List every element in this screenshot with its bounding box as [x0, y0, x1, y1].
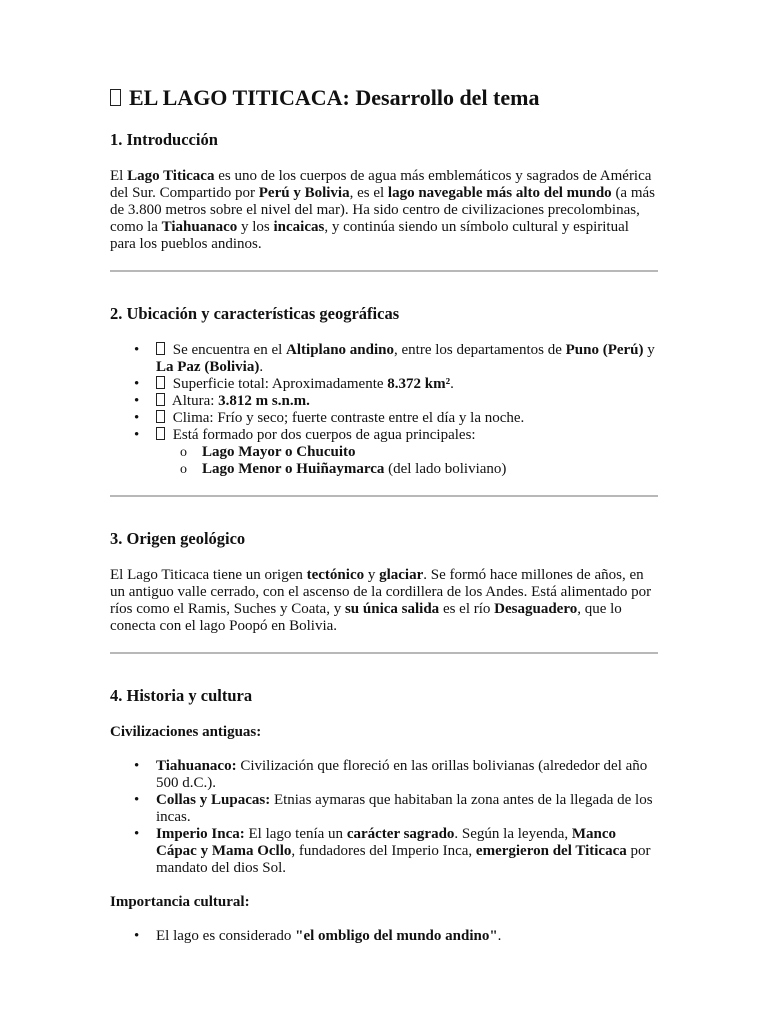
heading-historia: 4. Historia y cultura: [110, 686, 253, 705]
document-body: [110, 84, 658, 962]
list-item: • Se encuentra en el Altiplano andino, entre los departamentos de Puno (Perú) y La Paz (Bolivia).: [156, 342, 658, 376]
list-item: • Está formado por dos cuerpos de agua principales: o Lago Mayor o Chucuito o Lago Menor o Huiñaymarca (del lado boliviano): [156, 427, 658, 478]
list-item: • Imperio Inca: El lago tenía un carácter sagrado. Según la leyenda, Manco Cápac y Mama Ocllo, fundadores del Imperio Inca, emergieron del Titicaca por mandato del dios Sol.: [156, 826, 658, 877]
list-item: • Superficie total: Aproximadamente 8.372 km².: [156, 376, 658, 393]
title-text: EL LAGO TITICACA: Desarrollo del tema: [129, 85, 540, 110]
emoji-missing-glyph-icon: [156, 427, 165, 440]
subheading-civilizaciones: Civilizaciones antiguas:: [110, 724, 262, 740]
paragraph-origen: El Lago Titicaca tiene un origen tectónico y glaciar. Se formó hace millones de años, en un antiguo valle cerrado, con el ascenso de la cordillera de los Andes. Está alimentado por ríos como el Ramis, Suches y Coata, y su única salida es el río Desaguadero, que lo conecta con el lago Poopó en Bolivia.: [110, 567, 652, 634]
emoji-missing-glyph-icon: [156, 376, 165, 389]
list-civilizaciones: [110, 758, 658, 877]
list-item: • Tiahuanaco: Civilización que floreció en las orillas bolivianas (alrededor del año 500 d.C.).: [156, 758, 658, 792]
paragraph-introduccion: El Lago Titicaca es uno de los cuerpos de agua más emblemáticos y sagrados de América del Sur. Compartido por Perú y Bolivia, es el lago navegable más alto del mundo (a más de 3.800 metros sobre el nivel del mar). Ha sido centro de civilizaciones precolombinas, como la Tiahuanaco y los incaicas, y continúa siendo un símbolo cultural y espiritual para los pueblos andinos.: [110, 168, 656, 252]
heading-origen: 3. Origen geológico: [110, 529, 246, 548]
heading-introduccion: 1. Introducción: [110, 130, 218, 149]
list-item: • Clima: Frío y seco; fuerte contraste entre el día y la noche.: [156, 410, 658, 427]
sublist-item: o Lago Menor o Huiñaymarca (del lado boliviano): [202, 461, 658, 478]
list-ubicacion: [110, 342, 658, 478]
list-item: • Collas y Lupacas: Etnias aymaras que habitaban la zona antes de la llegada de los incas.: [156, 792, 658, 826]
section-divider: [110, 270, 658, 272]
emoji-missing-glyph-icon: [156, 342, 165, 355]
page-title: [110, 84, 658, 112]
heading-ubicacion: 2. Ubicación y características geográficas: [110, 304, 400, 323]
section-divider: [110, 495, 658, 497]
emoji-missing-glyph-icon: [156, 393, 165, 406]
list-item: • Altura: 3.812 m s.n.m.: [156, 393, 658, 410]
sublist-lagos: [156, 444, 658, 478]
sublist-item: o Lago Mayor o Chucuito: [202, 444, 658, 461]
section-divider: [110, 652, 658, 654]
list-importancia: [110, 928, 658, 945]
subheading-importancia: Importancia cultural:: [110, 894, 250, 910]
emoji-missing-glyph-icon: [156, 410, 165, 423]
emoji-missing-glyph-icon: [110, 89, 121, 106]
list-item: • El lago es considerado "el ombligo del mundo andino".: [156, 928, 658, 945]
